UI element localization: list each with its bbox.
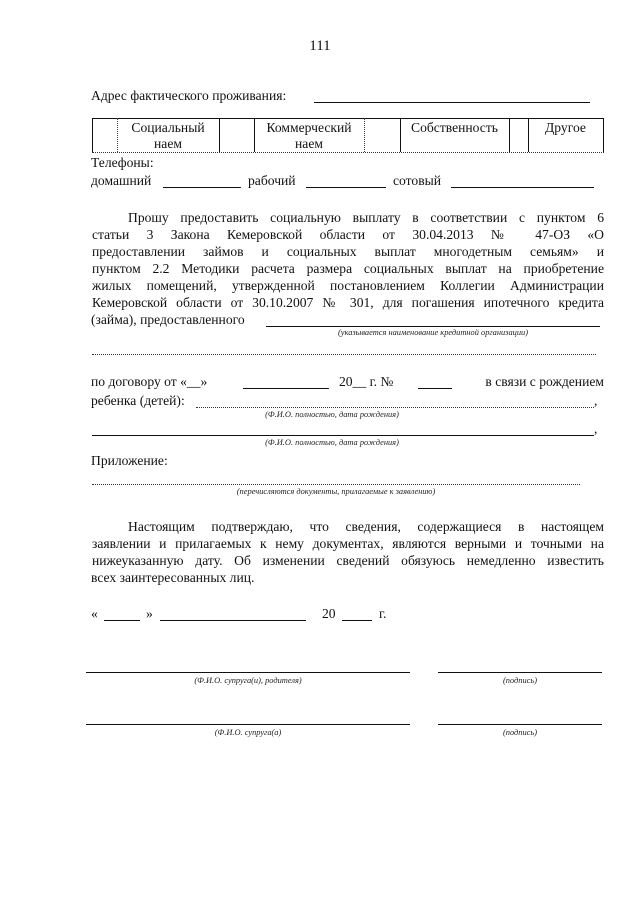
signature-name-field-2[interactable] (86, 724, 410, 725)
confirm-last-line: всех заинтересованных лиц. (91, 570, 255, 585)
housing-commercial-label: Коммерческий (266, 120, 352, 135)
request-line-5: жилых помещений, утвержденной постановлением Коллегии Администрации (92, 278, 604, 293)
signature-name-hint-2: (Ф.И.О. супруга(а) (214, 728, 282, 737)
date-month-field[interactable] (160, 620, 306, 621)
phone-home-label: домашний (91, 173, 152, 188)
housing-commercial-label-2: наем (295, 136, 323, 151)
credit-org-field[interactable] (266, 326, 600, 327)
request-last-line: (займа), предоставленного (91, 312, 245, 327)
signature-hint-1: (подпись) (503, 676, 537, 685)
contract-number-field[interactable] (418, 388, 452, 389)
housing-ownership-label: Собственность (411, 120, 498, 135)
phone-mobile-label: сотовый (393, 173, 442, 188)
child-hint-1: (Ф.И.О. полностью, дата рождения) (265, 410, 399, 419)
credit-org-field-2[interactable] (92, 354, 596, 355)
request-line-2: статьи 3 Закона Кемеровской области от 30.04.2013 № 47-ОЗ «О (92, 227, 604, 242)
housing-other-label: Другое (545, 120, 586, 135)
signature-hint-2: (подпись) (503, 728, 537, 737)
date-open-quote: « (91, 606, 98, 621)
phone-work-field[interactable] (306, 187, 386, 188)
phone-home-field[interactable] (163, 187, 241, 188)
child-field-1[interactable] (196, 407, 594, 408)
request-line-1: Прошу предоставить социальную выплату в соответствии с пунктом 6 (128, 210, 604, 225)
request-line-3: предоставлении займов и социальных выплат многодетным семьям» и (92, 244, 604, 259)
address-field[interactable] (314, 102, 590, 103)
child-field-2[interactable] (92, 435, 594, 436)
page-number: 111 (309, 38, 331, 54)
housing-social-label-2: наем (154, 136, 182, 151)
confirm-line-1: Настоящим подтверждаю, что сведения, содержащиеся в настоящем (128, 519, 604, 534)
attachment-label: Приложение: (91, 453, 168, 468)
signature-name-hint-1: (Ф.И.О. супруга(и), родителя) (194, 676, 302, 685)
date-close-quote: » (146, 606, 153, 621)
date-day-field[interactable] (104, 620, 140, 621)
contract-month-field[interactable] (243, 388, 329, 389)
attachment-field[interactable] (92, 484, 580, 485)
contract-from-label: по договору от «__» (91, 374, 208, 389)
confirm-line-3: нижеуказанную дату. Об изменении сведений обязуюсь немедленно известить (92, 553, 604, 568)
phone-work-label: рабочий (248, 173, 296, 188)
phones-label: Телефоны: (91, 155, 154, 170)
signature-field-2[interactable] (438, 724, 602, 725)
date-year-prefix: 20 (322, 606, 336, 621)
date-year-field[interactable] (342, 620, 372, 621)
phone-mobile-field[interactable] (451, 187, 594, 188)
request-line-4: пунктом 2.2 Методики расчета размера социальных выплат на приобретение (92, 261, 604, 276)
contract-year-label: 20__ г. № (339, 374, 394, 389)
contract-birth-label: в связи с рождением (485, 374, 604, 389)
children-label: ребенка (детей): (91, 393, 185, 408)
address-label: Адрес фактического проживания: (91, 88, 287, 103)
housing-social-label: Социальный (131, 120, 205, 135)
confirm-line-2: заявлении и прилагаемых к нему документах, являются верными и точными на (92, 536, 604, 551)
attachment-hint: (перечисляются документы, прилагаемые к заявлению) (236, 487, 436, 496)
table-bottom-border (92, 152, 604, 153)
date-year-suffix: г. (379, 606, 387, 621)
child-hint-2: (Ф.И.О. полностью, дата рождения) (265, 438, 399, 447)
request-line-6: Кемеровской области от 30.10.2007 № 301, для погашения ипотечного кредита (92, 295, 604, 310)
signature-name-field-1[interactable] (86, 672, 410, 673)
credit-org-hint: (указывается наименование кредитной организации) (337, 328, 528, 337)
signature-field-1[interactable] (438, 672, 602, 673)
